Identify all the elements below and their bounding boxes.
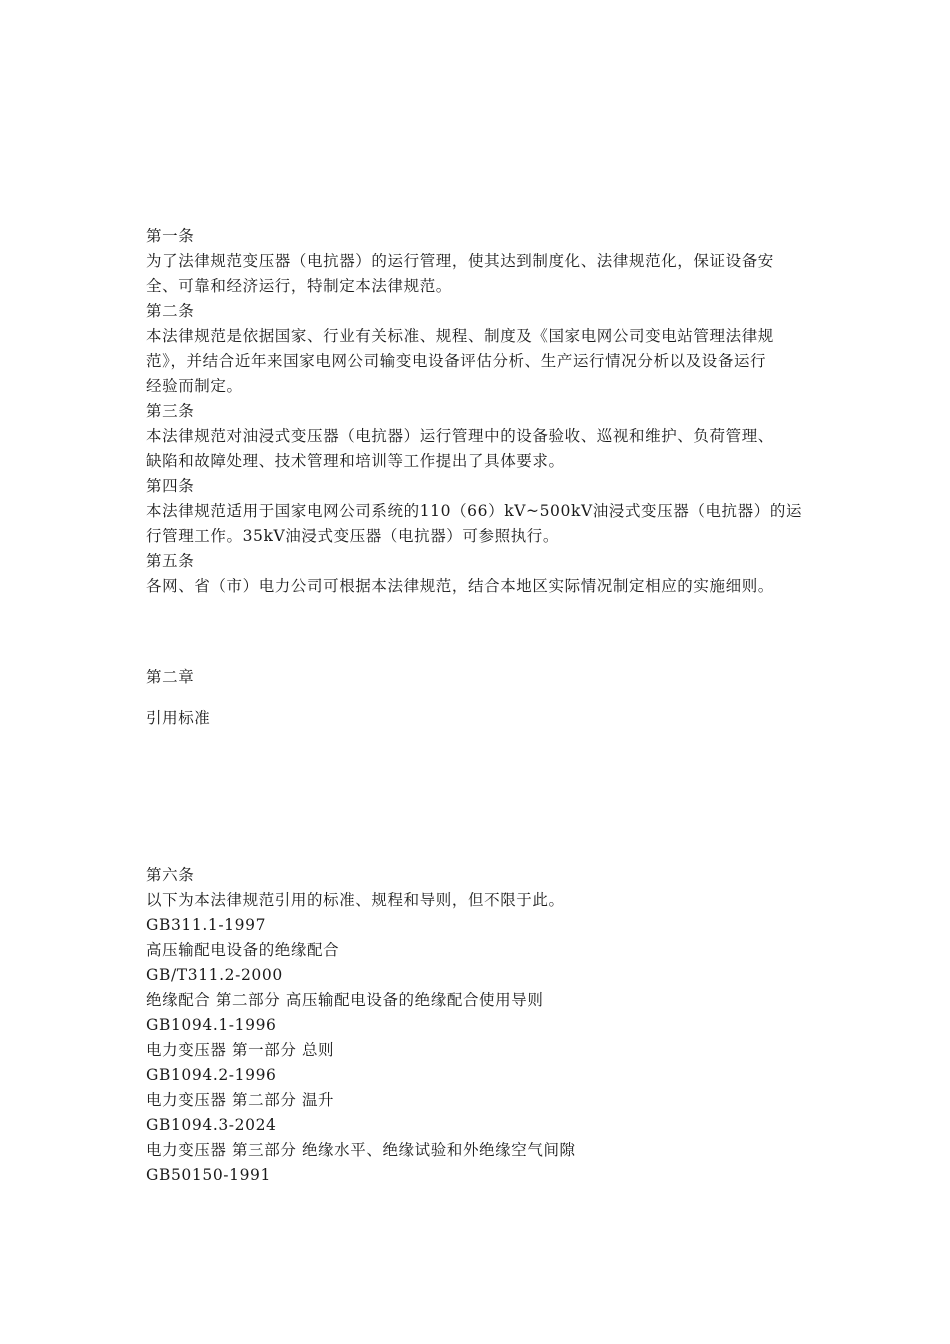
- standards-list: [146, 913, 810, 1188]
- spacer: [146, 599, 810, 665]
- article-text-line: 本法律规范是依据国家、行业有关标准、规程、制度及《国家电网公司变电站管理法律规: [146, 327, 774, 345]
- standard-code: GB1094.3-2024: [146, 1116, 277, 1134]
- chapter-title: 引用标准: [146, 709, 211, 727]
- article-heading: 第三条: [146, 402, 195, 420]
- standard-name: 电力变压器 第二部分 温升: [146, 1091, 335, 1109]
- standard-code: GB311.1-1997: [146, 916, 267, 934]
- article-text-line: 范》，并结合近年来国家电网公司输变电设备评估分析、生产运行情况分析以及设备运行: [146, 352, 767, 370]
- article-heading: 第一条: [146, 227, 195, 245]
- article-heading: 第二条: [146, 302, 195, 320]
- standard-name: 电力变压器 第三部分 绝缘水平、绝缘试验和外绝缘空气间隙: [146, 1141, 576, 1159]
- article-text-line: 全、可靠和经济运行，特制定本法律规范。: [146, 277, 452, 295]
- article-text-line: 本法律规范适用于国家电网公司系统的110（66）kV~500kV油浸式变压器（电抗器）的运: [146, 502, 803, 520]
- article-4: [146, 474, 810, 549]
- article-text-line: 以下为本法律规范引用的标准、规程和导则，但不限于此。: [146, 891, 565, 909]
- standard-code: GB/T311.2-2000: [146, 966, 283, 984]
- article-text-line: 缺陷和故障处理、技术管理和培训等工作提出了具体要求。: [146, 452, 565, 470]
- standard-item: [146, 1063, 810, 1113]
- standard-name: 绝缘配合 第二部分 高压输配电设备的绝缘配合使用导则: [146, 991, 544, 1009]
- standard-item: [146, 963, 810, 1013]
- article-text-line: 经验而制定。: [146, 377, 243, 395]
- standard-item: [146, 1163, 810, 1188]
- standard-name: 电力变压器 第一部分 总则: [146, 1041, 335, 1059]
- article-text-line: 本法律规范对油浸式变压器（电抗器）运行管理中的设备验收、巡视和维护、负荷管理、: [146, 427, 774, 445]
- standard-code: GB50150-1991: [146, 1166, 271, 1184]
- article-text-line: 各网、省（市）电力公司可根据本法律规范，结合本地区实际情况制定相应的实施细则。: [146, 577, 774, 595]
- document-page: [146, 224, 810, 1188]
- article-text-line: 行管理工作。35kV油浸式变压器（电抗器）可参照执行。: [146, 527, 560, 545]
- standard-item: [146, 1113, 810, 1163]
- spacer: [146, 731, 810, 863]
- article-text-line: 为了法律规范变压器（电抗器）的运行管理，使其达到制度化、法律规范化，保证设备安: [146, 252, 774, 270]
- article-6: [146, 863, 810, 913]
- chapter-number: 第二章: [146, 668, 195, 686]
- standard-item: [146, 913, 810, 963]
- article-heading: 第六条: [146, 866, 195, 884]
- standard-code: GB1094.2-1996: [146, 1066, 277, 1084]
- article-1: [146, 224, 810, 299]
- article-2: [146, 299, 810, 399]
- article-heading: 第四条: [146, 477, 195, 495]
- article-5: [146, 549, 810, 599]
- article-heading: 第五条: [146, 552, 195, 570]
- article-3: [146, 399, 810, 474]
- standard-item: [146, 1013, 810, 1063]
- standard-name: 高压输配电设备的绝缘配合: [146, 941, 340, 959]
- standard-code: GB1094.1-1996: [146, 1016, 277, 1034]
